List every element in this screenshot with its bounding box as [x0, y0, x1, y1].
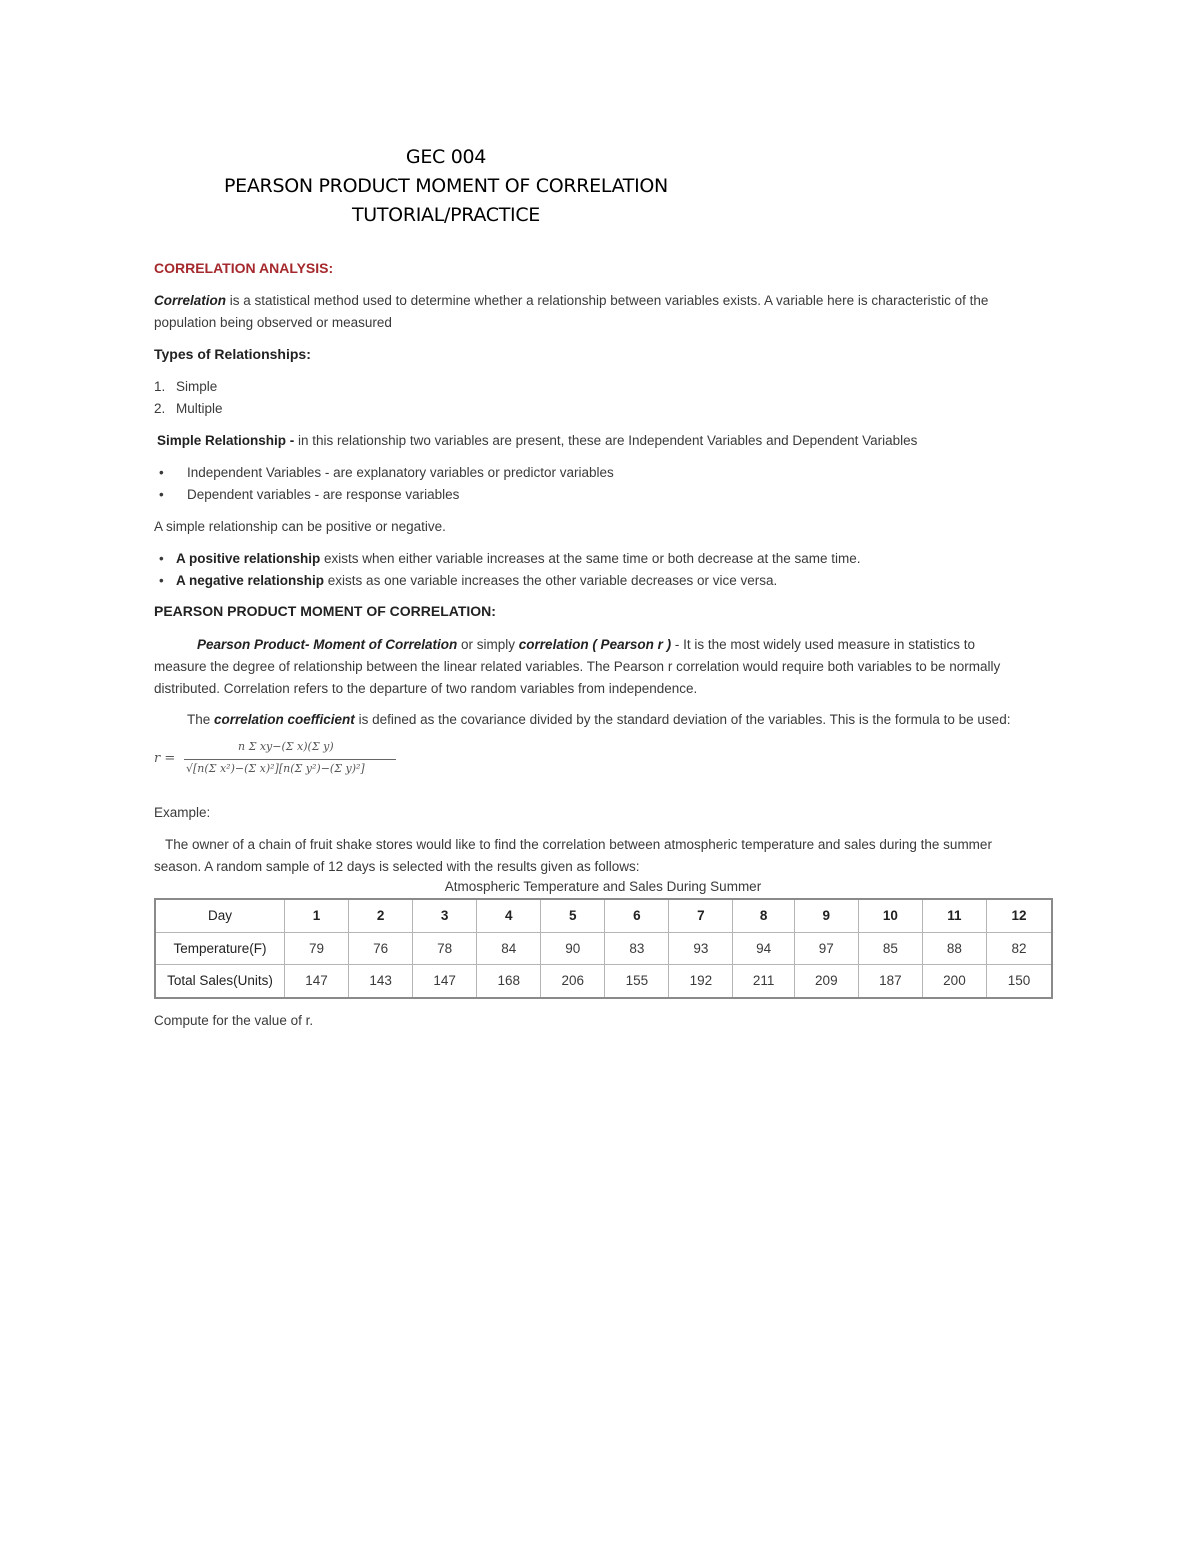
table-cell: 84	[477, 932, 541, 965]
pearson-paragraph	[154, 634, 1054, 700]
pearson-mid: or simply	[457, 637, 519, 652]
coefficient-paragraph	[154, 709, 1054, 731]
table-cell: 7	[669, 899, 733, 932]
pearson-term: Pearson Product- Moment of Correlation	[197, 637, 458, 652]
table-cell: 150	[986, 965, 1052, 998]
type-label: Simple	[176, 379, 218, 394]
type-label: Multiple	[176, 401, 223, 416]
row-label: Day	[155, 899, 285, 932]
correlation-definition	[154, 290, 1054, 334]
example-paragraph	[154, 834, 1054, 878]
pearson-heading: PEARSON PRODUCT MOMENT OF CORRELATION:	[154, 603, 496, 619]
example-label: Example:	[154, 805, 211, 820]
table-cell: 211	[733, 965, 794, 998]
pearson-r-term: correlation ( Pearson r )	[518, 637, 672, 652]
table-cell: 1	[285, 899, 349, 932]
table-row	[155, 965, 1052, 998]
variable-text: Independent Variables - are explanatory variables or predictor variables	[187, 465, 614, 480]
table-cell: 11	[922, 899, 986, 932]
document-title	[0, 143, 892, 230]
types-heading: Types of Relationships:	[154, 346, 311, 362]
correlation-definition-text-2: population being observed or measured	[154, 315, 392, 330]
coefficient-term: correlation coefficient	[214, 712, 355, 727]
variables-list	[154, 462, 614, 506]
table-cell: 206	[541, 965, 605, 998]
title-topic: PEARSON PRODUCT MOMENT OF CORRELATION	[224, 175, 668, 197]
compute-instruction: Compute for the value of r.	[154, 1013, 314, 1028]
formula-fraction-bar	[184, 759, 396, 760]
relationships-list	[154, 548, 861, 592]
list-item: • A negative relationship exists as one variable increases the other variable decreases or vice versa.	[159, 573, 778, 588]
table-cell: 78	[413, 932, 477, 965]
table-cell: 79	[285, 932, 349, 965]
table-cell: 2	[349, 899, 413, 932]
relationship-text: exists as one variable increases the other variable decreases or vice versa.	[324, 573, 778, 588]
title-subtitle: TUTORIAL/PRACTICE	[351, 204, 541, 226]
correlation-analysis-heading: CORRELATION ANALYSIS:	[154, 260, 334, 276]
pearson-text-2: measure the degree of relationship between the linear related variables. The Pearson r correlation would require both variables to be normally	[154, 659, 1001, 674]
correlation-term: Correlation	[154, 293, 227, 308]
table-cell: 97	[794, 932, 858, 965]
list-item: • A positive relationship exists when either variable increases at the same time or both decrease at the same time.	[159, 551, 861, 566]
relationship-term: A positive relationship	[176, 551, 321, 566]
positive-negative-line: A simple relationship can be positive or negative.	[154, 519, 446, 534]
pearson-text: - It is the most widely used measure in statistics to	[671, 637, 975, 652]
table-cell: 209	[794, 965, 858, 998]
formula-lhs: r =	[154, 751, 176, 766]
table-cell: 155	[605, 965, 669, 998]
row-label: Total Sales(Units)	[155, 965, 285, 998]
data-table	[154, 898, 1053, 999]
table-row	[155, 899, 1052, 932]
list-item: 2. Multiple	[154, 401, 223, 416]
table-cell: 88	[922, 932, 986, 965]
table-row	[155, 932, 1052, 965]
title-course-code: GEC 004	[405, 146, 487, 168]
table-cell: 83	[605, 932, 669, 965]
simple-relationship-paragraph	[157, 430, 1057, 452]
table-cell: 4	[477, 899, 541, 932]
formula-denominator: √[n(Σ x²)−(Σ x)²][n(Σ y²)−(Σ y)²]	[186, 762, 365, 775]
table-cell: 200	[922, 965, 986, 998]
table-cell: 90	[541, 932, 605, 965]
pearson-text-3: distributed. Correlation refers to the departure of two random variables from independence.	[154, 681, 698, 696]
table-cell: 10	[858, 899, 922, 932]
table-cell: 76	[349, 932, 413, 965]
table-cell: 168	[477, 965, 541, 998]
table-cell: 147	[413, 965, 477, 998]
relationship-text: exists when either variable increases at the same time or both decrease at the same time.	[320, 551, 861, 566]
formula-numerator: n Σ xy−(Σ x)(Σ y)	[238, 740, 334, 753]
example-text: The owner of a chain of fruit shake stores would like to find the correlation between atmospheric temperature and sales during the summer	[165, 837, 992, 852]
table-cell: 3	[413, 899, 477, 932]
pearson-formula	[154, 738, 414, 794]
table-cell: 93	[669, 932, 733, 965]
correlation-definition-text: is a statistical method used to determine whether a relationship between variables exists. A variable here is characteristic of the	[226, 293, 989, 308]
table-cell: 143	[349, 965, 413, 998]
row-label: Temperature(F)	[155, 932, 285, 965]
coefficient-text: is defined as the covariance divided by the standard deviation of the variables. This is the formula to be used:	[354, 712, 1011, 727]
table-cell: 8	[733, 899, 794, 932]
simple-relationship-term: Simple Relationship -	[157, 433, 295, 448]
table-cell: 85	[858, 932, 922, 965]
table-cell: 82	[986, 932, 1052, 965]
list-item: • Independent Variables - are explanatory variables or predictor variables	[159, 465, 614, 480]
list-item: 1. Simple	[154, 379, 218, 394]
variable-text: Dependent variables - are response variables	[187, 487, 460, 502]
table-cell: 6	[605, 899, 669, 932]
coefficient-pre: The	[187, 712, 215, 727]
table-cell: 192	[669, 965, 733, 998]
simple-relationship-text: in this relationship two variables are present, these are Independent Variables and Dependent Variables	[294, 433, 918, 448]
table-cell: 94	[733, 932, 794, 965]
example-text-2: season. A random sample of 12 days is selected with the results given as follows:	[154, 859, 640, 874]
table-caption: Atmospheric Temperature and Sales During Summer	[444, 879, 762, 894]
table-cell: 9	[794, 899, 858, 932]
list-item: • Dependent variables - are response variables	[159, 487, 460, 502]
table-cell: 147	[285, 965, 349, 998]
types-list	[154, 376, 223, 420]
relationship-term: A negative relationship	[176, 573, 325, 588]
table-cell: 187	[858, 965, 922, 998]
table-cell: 12	[986, 899, 1052, 932]
table-cell: 5	[541, 899, 605, 932]
